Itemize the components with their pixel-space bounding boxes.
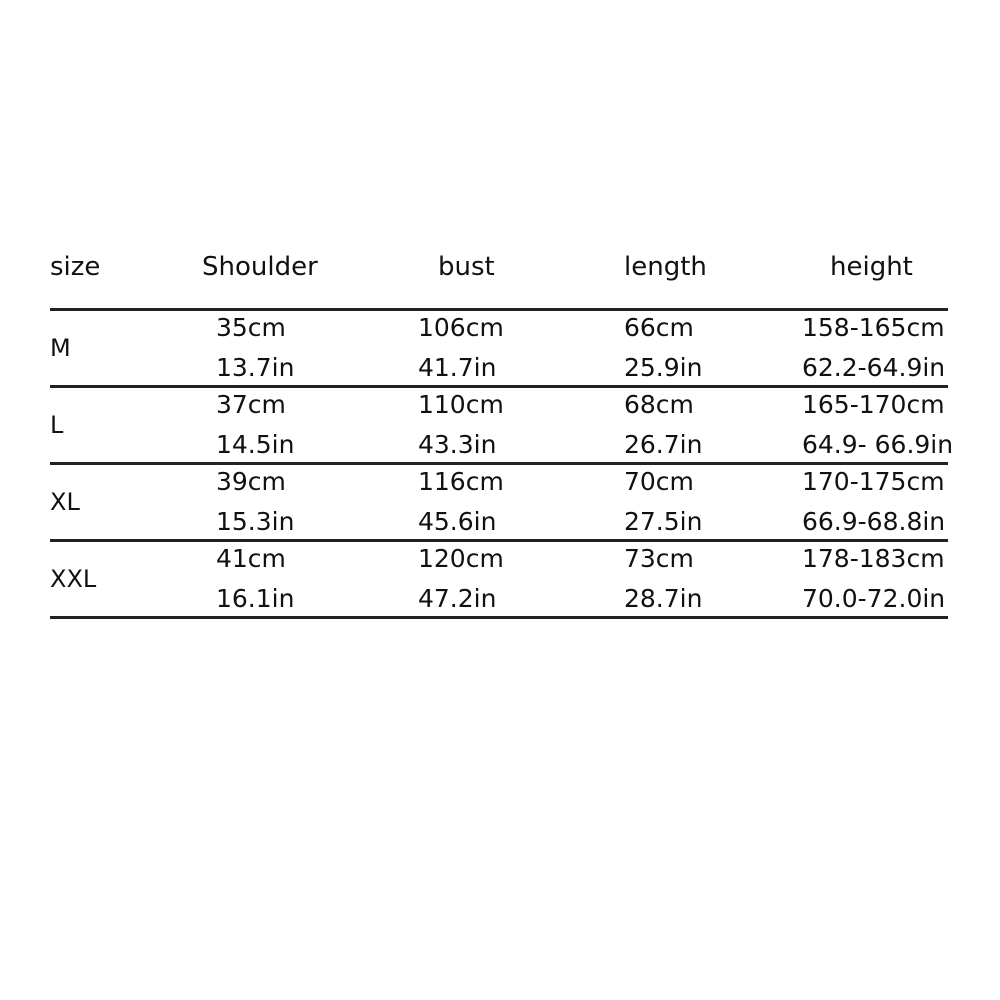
length-in: 26.7in <box>624 430 703 459</box>
bust-in: 45.6in <box>418 507 497 536</box>
length-cm: 70cm <box>624 467 694 496</box>
shoulder-in: 13.7in <box>216 353 295 382</box>
size-label: XXL <box>50 565 97 593</box>
size-label: L <box>50 411 64 439</box>
length-in: 28.7in <box>624 584 703 613</box>
header-bust: bust <box>438 252 495 282</box>
shoulder-cm: 39cm <box>216 467 286 496</box>
bust-in: 41.7in <box>418 353 497 382</box>
height-cm: 158-165cm <box>802 313 945 342</box>
bust-cm: 110cm <box>418 390 504 419</box>
size-label: XL <box>50 488 80 516</box>
table-header-row <box>50 246 948 311</box>
header-size: size <box>50 252 101 282</box>
shoulder-cm: 41cm <box>216 544 286 573</box>
height-cm: 165-170cm <box>802 390 945 419</box>
size-label: M <box>50 334 71 362</box>
height-in: 66.9-68.8in <box>802 507 946 536</box>
table-row <box>50 465 948 542</box>
bust-in: 47.2in <box>418 584 497 613</box>
header-shoulder: Shoulder <box>202 252 318 282</box>
height-cm: 170-175cm <box>802 467 945 496</box>
height-cm: 178-183cm <box>802 544 945 573</box>
shoulder-in: 15.3in <box>216 507 295 536</box>
bust-in: 43.3in <box>418 430 497 459</box>
height-in: 64.9- 66.9in <box>802 430 954 459</box>
length-cm: 66cm <box>624 313 694 342</box>
size-chart-table <box>50 246 954 619</box>
shoulder-in: 16.1in <box>216 584 295 613</box>
table-row <box>50 311 948 388</box>
length-cm: 68cm <box>624 390 694 419</box>
length-in: 25.9in <box>624 353 703 382</box>
table-row <box>50 388 954 465</box>
bust-cm: 106cm <box>418 313 504 342</box>
length-in: 27.5in <box>624 507 703 536</box>
bust-cm: 116cm <box>418 467 504 496</box>
length-cm: 73cm <box>624 544 694 573</box>
shoulder-cm: 37cm <box>216 390 286 419</box>
header-height: height <box>830 252 913 282</box>
height-in: 62.2-64.9in <box>802 353 946 382</box>
table-row <box>50 542 948 619</box>
header-length: length <box>624 252 707 282</box>
height-in: 70.0-72.0in <box>802 584 946 613</box>
shoulder-in: 14.5in <box>216 430 295 459</box>
shoulder-cm: 35cm <box>216 313 286 342</box>
bust-cm: 120cm <box>418 544 504 573</box>
